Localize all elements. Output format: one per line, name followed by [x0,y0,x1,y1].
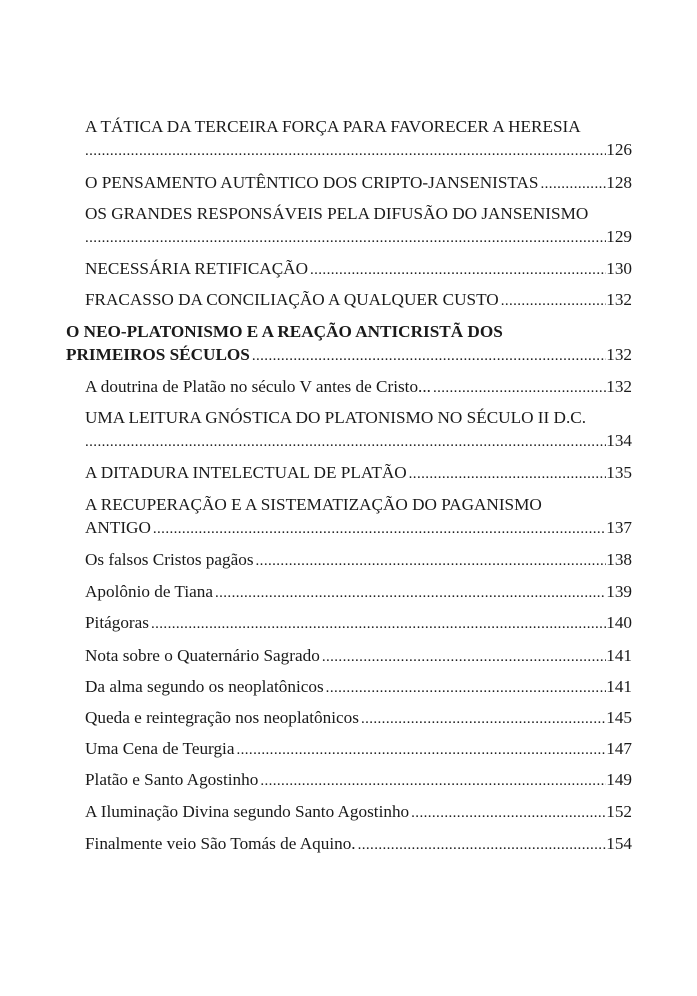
toc-page-number: 140 [606,613,632,632]
toc-entry-text: A Iluminação Divina segundo Santo Agostinho [85,802,410,821]
toc-section-heading-line2 [66,343,632,367]
toc-entry [85,257,632,281]
dot-leader [411,801,606,825]
toc-page-number: 126 [606,140,632,159]
toc-entry-text: A doutrina de Platão no século V antes de Cristo... [85,377,431,396]
dot-leader [361,707,606,731]
dot-leader [310,258,606,282]
toc-entry [85,548,632,572]
toc-page-number: 139 [606,582,632,601]
dot-leader [215,581,606,605]
toc-entry [85,461,632,485]
dot-leader [433,376,606,400]
dot-leader [358,833,607,857]
dot-leader [236,738,606,762]
toc-page-number: 154 [606,834,632,853]
toc-section-heading [66,320,632,344]
toc-entry-text: Queda e reintegração nos neoplatônicos [85,708,359,727]
toc-page-number: 138 [606,550,632,569]
toc-entry-title [85,406,632,430]
toc-entry [85,737,632,761]
toc-entry-text: Apolônio de Tiana [85,582,213,601]
dot-leader [252,344,606,368]
toc-page-number: 132 [606,377,632,396]
toc-entry-text: OS GRANDES RESPONSÁVEIS PELA DIFUSÃO DO JANSENISMO [85,204,589,223]
toc-page-number: 147 [606,739,632,758]
toc-page-number: 141 [606,677,632,696]
toc-entry [85,644,632,668]
toc-page-number: 134 [606,431,632,450]
toc-entry-text: A DITADURA INTELECTUAL DE PLATÃO [85,463,407,482]
toc-page-number: 130 [606,259,632,278]
dot-leader [322,645,606,669]
toc-entry-text: A RECUPERAÇÃO E A SISTEMATIZAÇÃO DO PAGANISMO [85,495,542,514]
dot-leader [260,769,606,793]
toc-entry-leader-line [85,138,632,162]
toc-page-number: 149 [606,770,632,789]
toc-entry [85,832,632,856]
toc-page-number: 132 [606,290,632,309]
toc-entry-leader-line [85,516,632,540]
toc-entry-text: Platão e Santo Agostinho [85,770,259,789]
toc-page-number: 135 [606,463,632,482]
toc-page-number: 129 [606,227,632,246]
dot-leader [151,612,606,636]
toc-entry-leader-line [85,225,632,249]
toc-entry [85,375,632,399]
toc-entry-text: O PENSAMENTO AUTÊNTICO DOS CRIPTO-JANSENISTAS [85,173,539,192]
dot-leader [409,462,607,486]
toc-section-text: O NEO-PLATONISMO E A REAÇÃO ANTICRISTÃ DOS [66,322,503,341]
toc-entry [85,611,632,635]
dot-leader [85,139,606,163]
dot-leader [326,676,607,700]
toc-page-number: 141 [606,646,632,665]
toc-page-number: 137 [606,518,632,537]
toc-entry-title [85,493,632,517]
toc-entry-text: NECESSÁRIA RETIFICAÇÃO [85,259,308,278]
toc-entry-title [85,115,632,139]
toc-entry-text: A TÁTICA DA TERCEIRA FORÇA PARA FAVORECER A HERESIA [85,117,581,136]
toc-page-number: 128 [606,173,632,192]
toc-page-number: 145 [606,708,632,727]
dot-leader [153,517,606,541]
toc-entry [85,171,632,195]
toc-entry-text: Da alma segundo os neoplatônicos [85,677,324,696]
toc-entry [85,800,632,824]
dot-leader [501,289,607,313]
dot-leader [85,226,606,250]
toc-page-number: 152 [606,802,632,821]
dot-leader [256,549,607,573]
toc-entry-text: Pitágoras [85,613,149,632]
toc-entry-text: UMA LEITURA GNÓSTICA DO PLATONISMO NO SÉCULO II D.C. [85,408,587,427]
toc-entry-leader-line [85,429,632,453]
toc-entry-text: FRACASSO DA CONCILIAÇÃO A QUALQUER CUSTO [85,290,499,309]
toc-entry [85,706,632,730]
toc-entry [85,675,632,699]
dot-leader [85,430,606,454]
toc-entry-text: Os falsos Cristos pagãos [85,550,254,569]
toc-entry [85,768,632,792]
toc-section-text: PRIMEIROS SÉCULOS [66,345,250,364]
toc-page-number: 132 [606,345,632,364]
dot-leader [541,172,607,196]
toc-entry [85,288,632,312]
toc-entry-text: Nota sobre o Quaternário Sagrado [85,646,320,665]
toc-entry [85,580,632,604]
toc-entry-title [85,202,632,226]
toc-entry-text: ANTIGO [85,518,151,537]
toc-entry-text: Finalmente veio São Tomás de Aquino. [85,834,356,853]
toc-entry-text: Uma Cena de Teurgia [85,739,235,758]
